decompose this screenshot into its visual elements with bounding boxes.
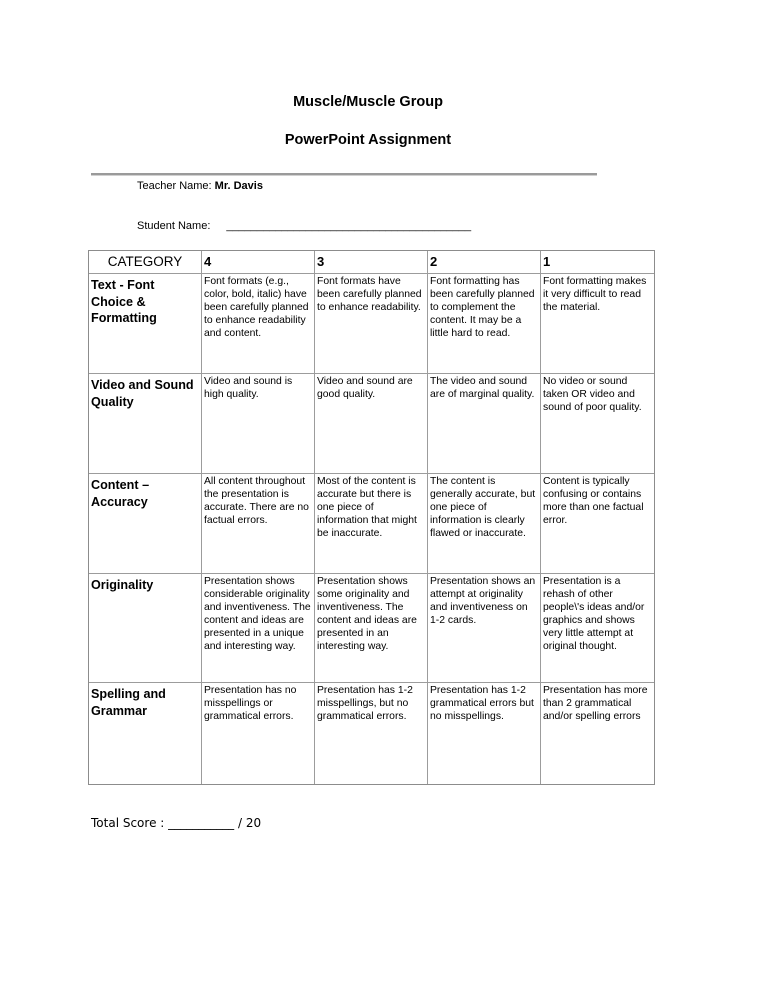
teacher-name: Mr. Davis <box>214 180 263 192</box>
cell-level-2: The content is generally accurate, but one piece of information is clearly flawed or inaccurate. <box>428 474 541 574</box>
cell-level-4: Presentation has no misspellings or grammatical errors. <box>202 683 315 784</box>
cell-level-3: Presentation shows some originality and inventiveness. The content and ideas are presented in an interesting way. <box>315 574 428 683</box>
total-score-line <box>91 816 261 830</box>
rubric-header-row <box>89 251 654 274</box>
cell-level-2: Presentation shows an attempt at originality and inventiveness on 1-2 cards. <box>428 574 541 683</box>
cell-level-2: Presentation has 1-2 grammatical errors but no misspellings. <box>428 683 541 784</box>
row-category: Spelling and Grammar <box>89 683 202 784</box>
rubric-row-text-font <box>89 274 654 374</box>
header-level-2: 2 <box>428 251 541 274</box>
student-name-blank: ________________________________________ <box>226 220 472 232</box>
header-category: CATEGORY <box>89 251 202 274</box>
total-score-max: / 20 <box>237 816 262 830</box>
document-subtitle: PowerPoint Assignment <box>284 132 452 148</box>
student-name-line <box>137 220 471 232</box>
row-category: Content – Accuracy <box>89 474 202 574</box>
cell-level-3: Font formats have been carefully planned to enhance readability. <box>315 274 428 374</box>
cell-level-1: Font formatting makes it very difficult to read the material. <box>541 274 654 374</box>
cell-level-4: Video and sound is high quality. <box>202 374 315 474</box>
cell-level-1: No video or sound taken OR video and sound of poor quality. <box>541 374 654 474</box>
cell-level-1: Content is typically confusing or contains more than one factual error. <box>541 474 654 574</box>
cell-level-4: Font formats (e.g., color, bold, italic) have been carefully planned to enhance readability and content. <box>202 274 315 374</box>
row-category: Video and Sound Quality <box>89 374 202 474</box>
rubric-row-spelling-grammar <box>89 683 654 784</box>
cell-level-3: Presentation has 1-2 misspellings, but no grammatical errors. <box>315 683 428 784</box>
header-level-3: 3 <box>315 251 428 274</box>
cell-level-3: Most of the content is accurate but there is one piece of information that might be inaccurate. <box>315 474 428 574</box>
rubric-row-content-accuracy <box>89 474 654 574</box>
cell-level-2: Font formatting has been carefully planned to complement the content. It may be a little hard to read. <box>428 274 541 374</box>
rubric-row-video-sound <box>89 374 654 474</box>
header-level-1: 1 <box>541 251 654 274</box>
student-label: Student Name: <box>137 220 211 232</box>
cell-level-2: The video and sound are of marginal quality. <box>428 374 541 474</box>
cell-level-1: Presentation is a rehash of other people\'s ideas and/or graphics and shows very little attempt at original thought. <box>541 574 654 683</box>
rubric-table <box>88 250 655 785</box>
header-divider <box>91 173 597 176</box>
row-category: Originality <box>89 574 202 683</box>
cell-level-1: Presentation has more than 2 grammatical and/or spelling errors <box>543 685 648 722</box>
total-score-blank: ___________ <box>168 816 235 830</box>
header-level-4: 4 <box>202 251 315 274</box>
teacher-name-line <box>137 180 263 192</box>
cell-level-4: All content throughout the presentation is accurate. There are no factual errors. <box>202 474 315 574</box>
rubric-row-originality <box>89 574 654 683</box>
teacher-label: Teacher Name: <box>137 180 212 192</box>
row-category: Text - Font Choice & Formatting <box>89 274 202 374</box>
total-score-label: Total Score : <box>91 816 165 830</box>
cell-level-4: Presentation shows considerable originality and inventiveness. The content and ideas are presented in a unique and interesting way. <box>202 574 315 683</box>
document-title: Muscle/Muscle Group <box>293 94 443 110</box>
cell-level-3: Video and sound are good quality. <box>315 374 428 474</box>
